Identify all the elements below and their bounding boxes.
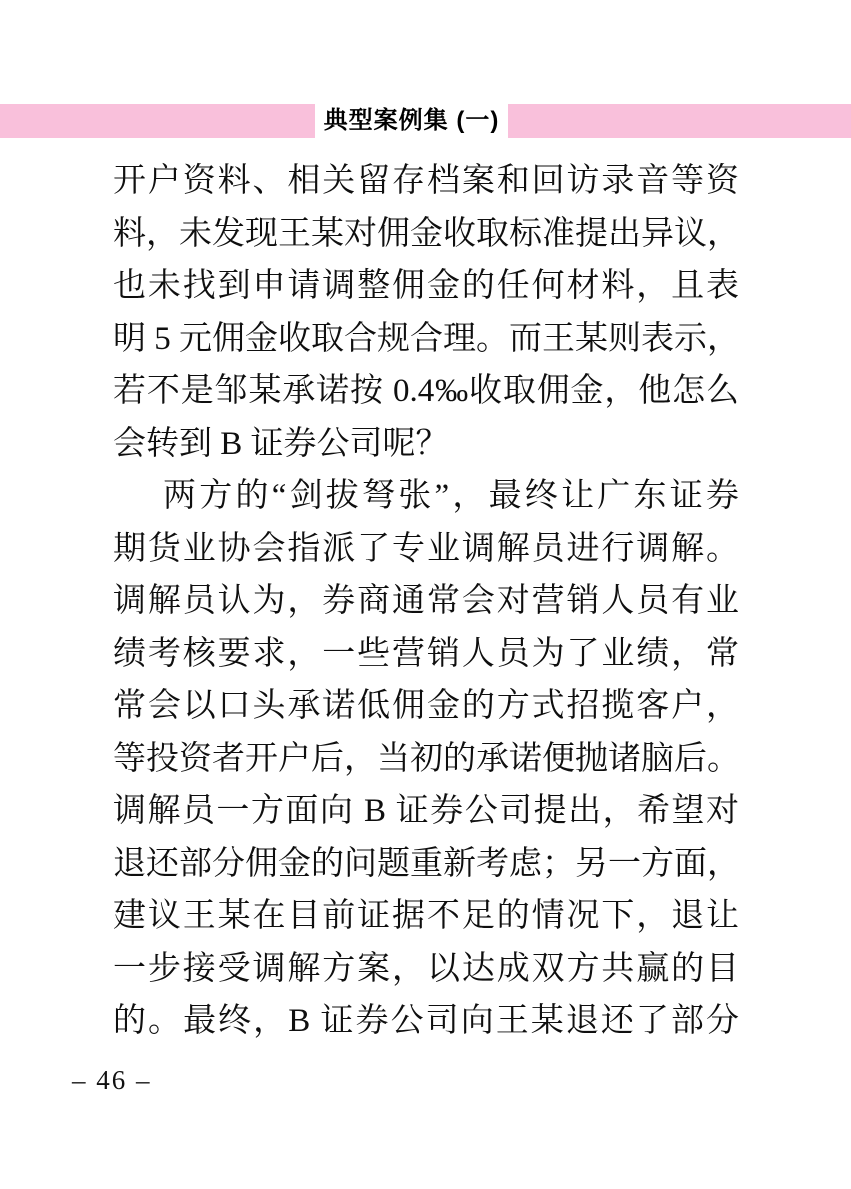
text-line: 的。最终，B 证券公司向王某退还了部分	[113, 1003, 739, 1039]
text-line: 明 5 元佣金收取合规合理。而王某则表示，	[113, 320, 740, 357]
text-line: 建议王某在目前证据不足的情况下，退让	[113, 898, 739, 934]
text-line: 绩考核要求，一些营销人员为了业绩，常	[113, 635, 739, 672]
text-line: 常会以口头承诺低佣金的方式招揽客户，	[113, 688, 739, 724]
text-line: 调解员认为，券商通常会对营销人员有业	[113, 583, 739, 619]
text-line: 期货业协会指派了专业调解员进行调解。	[113, 530, 739, 567]
text-line: 两方的“剑拔弩张”，最终让广东证券	[163, 478, 739, 514]
body-text	[113, 155, 739, 1048]
text-line: 会转到 B 证券公司呢？	[113, 425, 449, 462]
text-line: 开户资料、相关留存档案和回访录音等资	[113, 163, 739, 199]
text-line: 退还部分佣金的问题重新考虑；另一方面，	[113, 845, 740, 882]
page-number: – 46 –	[72, 1065, 152, 1095]
text-line: 一步接受调解方案，以达成双方共赢的目	[113, 950, 739, 987]
text-line: 等投资者开户后，当初的承诺便抛诸脑后。	[113, 740, 740, 777]
running-head-title: 典型案例集 (一)	[323, 107, 500, 134]
text-line: 料，未发现王某对佣金收取标准提出异议，	[113, 215, 740, 252]
header-title-gap	[315, 104, 508, 138]
header-band-left	[0, 104, 315, 138]
text-line: 调解员一方面向 B 证券公司提出，希望对	[113, 793, 739, 829]
text-line: 若不是邹某承诺按 0.4‰收取佣金，他怎么	[113, 373, 739, 409]
page-header	[0, 104, 851, 138]
header-band-right	[508, 104, 851, 138]
text-line: 也未找到申请调整佣金的任何材料，且表	[113, 268, 739, 304]
